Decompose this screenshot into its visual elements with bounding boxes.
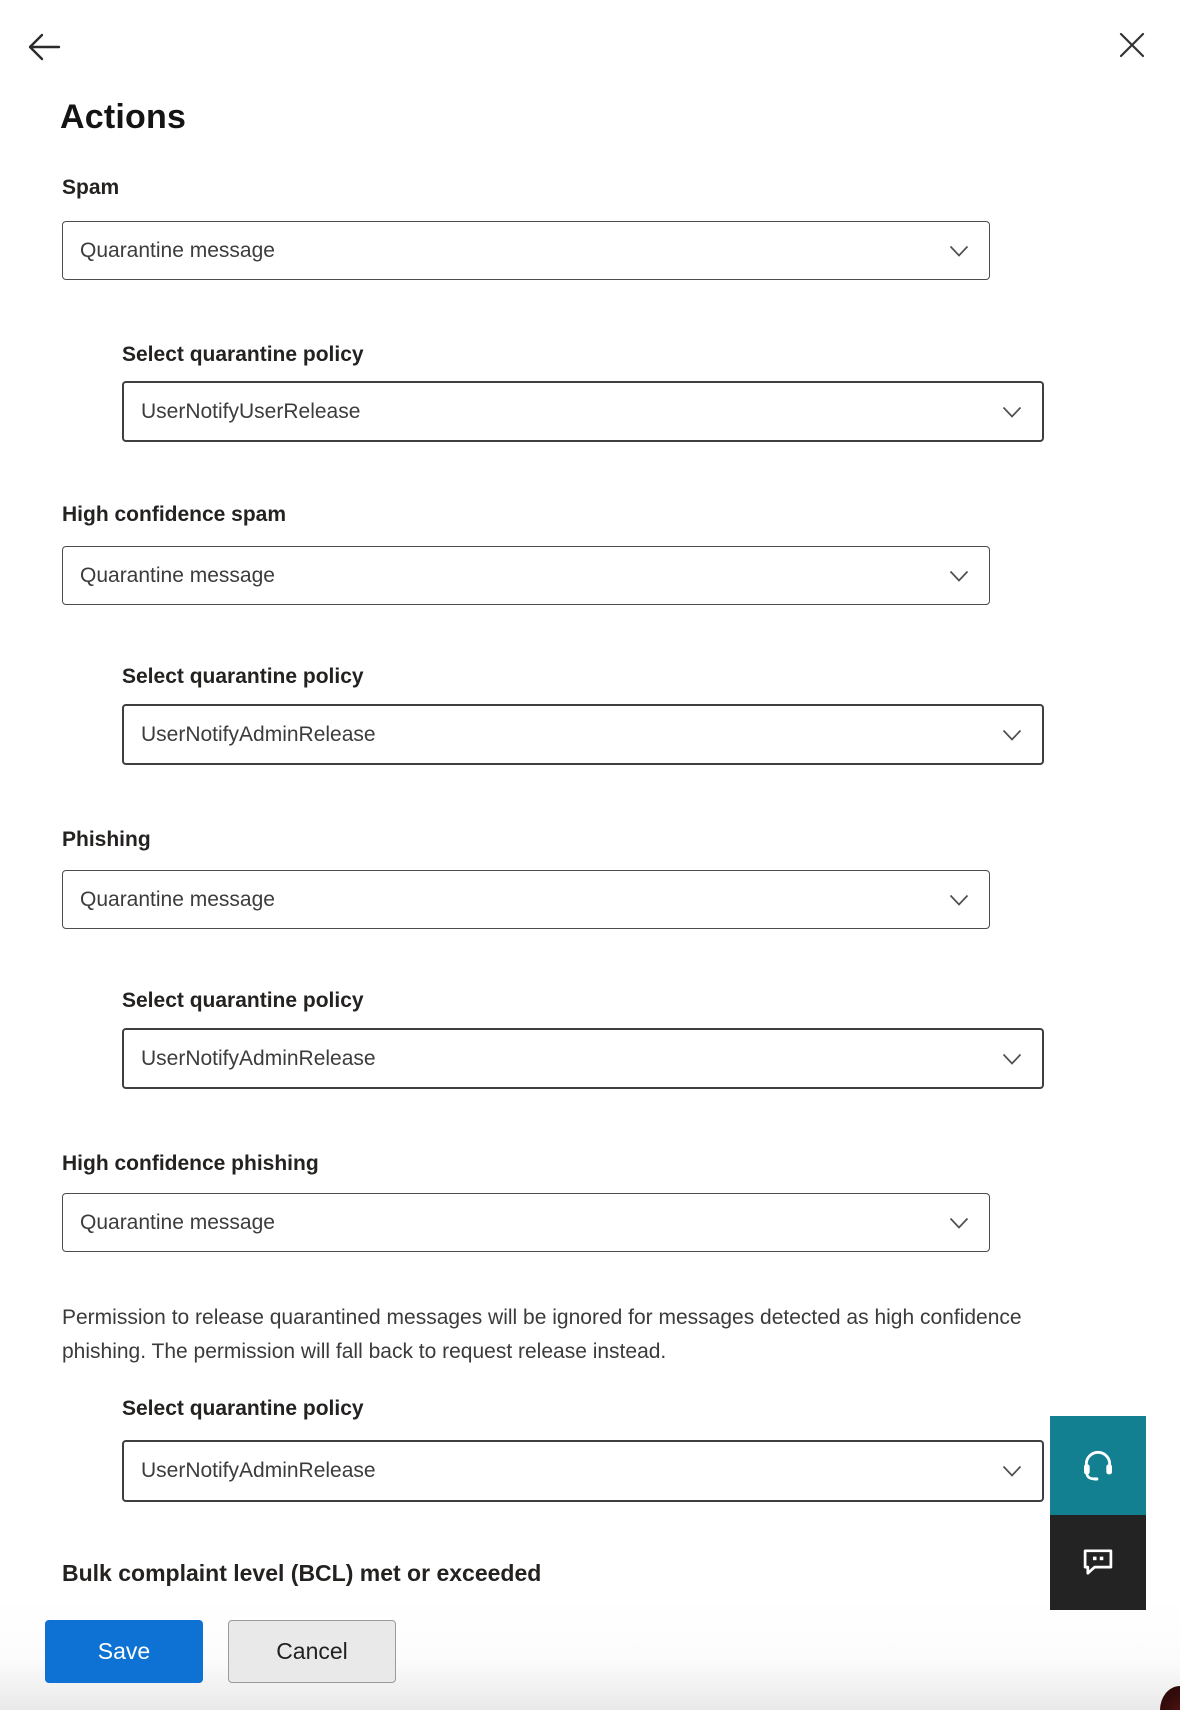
phishing-policy-value: UserNotifyAdminRelease [141, 1046, 376, 1070]
high-confidence-phishing-action-dropdown[interactable] [62, 1193, 990, 1252]
high-confidence-phishing-note: Permission to release quarantined messages will be ignored for messages detected as high confidence phishing. The permission will fall back to request release instead. [62, 1306, 1022, 1363]
cancel-button[interactable]: Cancel [228, 1620, 396, 1683]
high-confidence-spam-label: High confidence spam [62, 503, 287, 526]
bulk-complaint-label: Bulk complaint level (BCL) met or exceeded [62, 1560, 542, 1586]
chat-icon [1079, 1542, 1117, 1583]
high-confidence-spam-policy-dropdown[interactable] [122, 704, 1044, 765]
footer-bar [0, 1597, 1180, 1710]
back-arrow-icon [27, 51, 61, 66]
chevron-down-icon [1002, 728, 1022, 741]
high-confidence-phishing-label: High confidence phishing [62, 1152, 319, 1175]
high-confidence-phishing-policy-dropdown[interactable] [122, 1440, 1044, 1502]
chevron-down-icon [1002, 1465, 1022, 1478]
close-button[interactable] [1118, 31, 1146, 62]
high-confidence-spam-policy-value: UserNotifyAdminRelease [141, 722, 376, 746]
phishing-label: Phishing [62, 828, 151, 851]
chevron-down-icon [949, 1216, 969, 1229]
back-button[interactable] [27, 31, 61, 66]
phishing-policy-label: Select quarantine policy [122, 989, 364, 1012]
phishing-action-dropdown[interactable] [62, 870, 990, 929]
support-widget-button[interactable] [1050, 1416, 1146, 1515]
high-confidence-phishing-policy-value: UserNotifyAdminRelease [141, 1459, 376, 1482]
spam-policy-dropdown[interactable] [122, 381, 1044, 442]
phishing-action-value: Quarantine message [80, 887, 275, 911]
high-confidence-spam-policy-label: Select quarantine policy [122, 665, 364, 688]
bulk-complaint-section [62, 1560, 762, 1597]
chevron-down-icon [949, 244, 969, 257]
spam-policy-label: Select quarantine policy [122, 343, 364, 366]
chevron-down-icon [949, 893, 969, 906]
spam-label: Spam [62, 176, 120, 199]
chevron-down-icon [1002, 1052, 1022, 1065]
phishing-policy-dropdown[interactable] [122, 1028, 1044, 1089]
high-confidence-spam-action-dropdown[interactable] [62, 546, 990, 605]
headset-icon [1078, 1444, 1118, 1487]
page-title: Actions [60, 98, 187, 136]
chevron-down-icon [1002, 405, 1022, 418]
spam-policy-value: UserNotifyUserRelease [141, 399, 361, 423]
high-confidence-phishing-policy-label: Select quarantine policy [122, 1397, 364, 1420]
spam-action-value: Quarantine message [80, 238, 275, 262]
high-confidence-phishing-action-value: Quarantine message [80, 1210, 275, 1234]
save-button[interactable]: Save [45, 1620, 203, 1683]
feedback-widget-button[interactable] [1050, 1515, 1146, 1610]
chevron-down-icon [949, 569, 969, 582]
high-confidence-spam-action-value: Quarantine message [80, 563, 275, 587]
spam-action-dropdown[interactable] [62, 221, 990, 280]
close-icon [1118, 47, 1146, 62]
